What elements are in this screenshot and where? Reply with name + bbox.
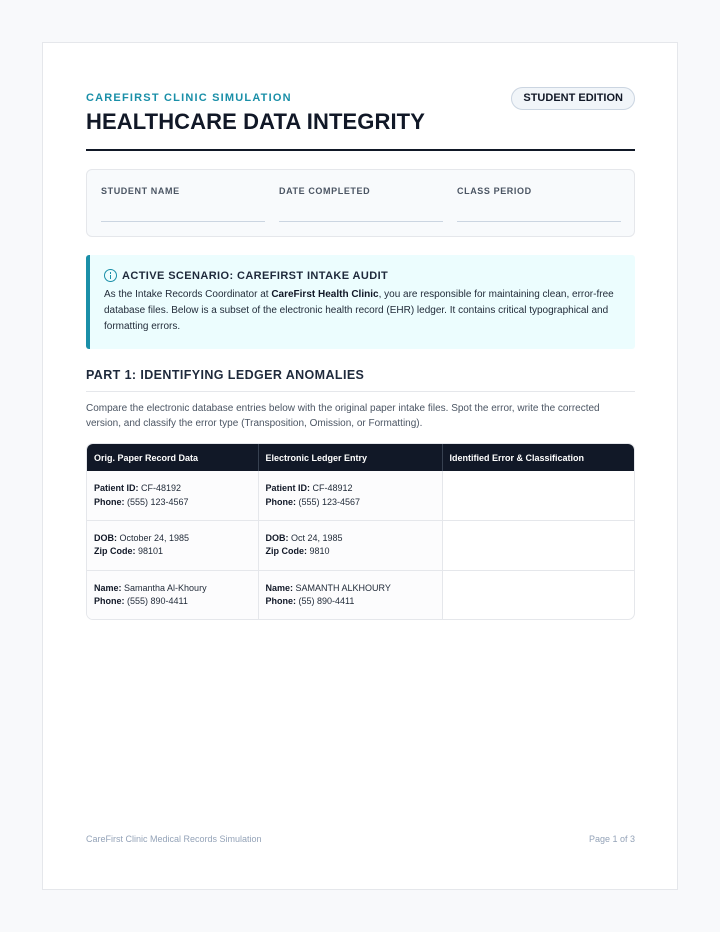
footer-program-name: CareFirst Clinic Medical Records Simulation [86, 834, 262, 844]
column-header: Orig. Paper Record Data [87, 444, 258, 471]
record-line [266, 582, 435, 596]
ledger-entry-cell [258, 570, 442, 620]
paper-record-cell [87, 521, 258, 571]
record-label: Phone: [94, 596, 125, 606]
ledger-table [86, 443, 635, 620]
class-period-line[interactable] [457, 221, 621, 222]
record-line [94, 496, 251, 510]
record-line [266, 496, 435, 510]
date-completed-field[interactable] [279, 186, 443, 222]
scenario-heading: ACTIVE SCENARIO: CAREFIRST INTAKE AUDIT [122, 269, 389, 282]
record-line [266, 595, 435, 609]
paper-record-cell [87, 570, 258, 620]
column-header: Identified Error & Classification [442, 444, 634, 471]
record-value: (555) 123-4567 [296, 496, 361, 507]
student-name-line[interactable] [101, 221, 265, 222]
record-value: CF-48912 [310, 483, 353, 493]
paper-record-cell [87, 471, 258, 521]
record-label: Zip Code: [265, 546, 307, 557]
record-value: October 24, 1985 [117, 532, 190, 543]
record-value: 98101 [135, 546, 164, 557]
record-label: DOB: [94, 532, 117, 543]
error-classification-cell[interactable] [442, 471, 634, 521]
worksheet-page [42, 42, 678, 890]
table-row [87, 570, 634, 620]
scenario-callout [86, 255, 635, 349]
record-line [94, 545, 251, 559]
class-period-field[interactable] [457, 186, 621, 222]
record-label: Zip Code: [94, 546, 136, 557]
page-title: HEALTHCARE DATA INTEGRITY [86, 109, 425, 134]
student-name-field[interactable] [101, 186, 265, 222]
table-row [87, 471, 634, 521]
scenario-clinic-name: CareFirst Health Clinic [271, 289, 379, 300]
table-header-row [87, 444, 634, 471]
record-line [266, 532, 435, 546]
record-label: Patient ID: [94, 483, 139, 493]
info-icon [104, 269, 117, 282]
edition-badge: STUDENT EDITION [511, 87, 635, 110]
record-line [94, 482, 251, 496]
record-value: 9810 [307, 546, 330, 557]
column-header: Electronic Ledger Entry [258, 444, 442, 471]
error-classification-cell[interactable] [442, 521, 634, 571]
record-label: Phone: [265, 496, 296, 507]
record-line [94, 532, 251, 546]
student-info-box [86, 169, 635, 237]
record-line [266, 482, 435, 496]
record-line [94, 595, 251, 609]
record-value: Samantha Al-Khoury [121, 582, 207, 593]
record-value: (555) 890-4411 [124, 596, 188, 606]
part1-title: PART 1: IDENTIFYING LEDGER ANOMALIES [86, 368, 365, 382]
date-completed-line[interactable] [279, 221, 443, 222]
table-row [87, 521, 634, 571]
scenario-text-intro: As the Intake Records Coordinator at [104, 289, 272, 300]
class-period-label: CLASS PERIOD [457, 186, 532, 196]
scenario-heading-row [104, 269, 615, 282]
record-label: Name: [94, 582, 122, 593]
scenario-text [104, 287, 615, 335]
record-label: DOB: [265, 532, 289, 543]
page-number: Page 1 of 3 [588, 834, 635, 844]
record-value: CF-48192 [138, 483, 182, 493]
record-value: (555) 123-4567 [124, 496, 189, 507]
record-line [94, 582, 251, 596]
record-value: SAMANTH ALKHOURY [293, 582, 391, 593]
record-label: Name: [265, 582, 294, 593]
record-value: (55) 890-4411 [296, 596, 355, 606]
ledger-entry-cell [258, 471, 442, 521]
part1-instructions: Compare the electronic database entries below with the original paper intake files. Spot the error, write the corrected version, and classify the error type (Transposition, Omission, or Formatting). [86, 403, 600, 429]
record-value: Oct 24, 1985 [288, 532, 343, 543]
record-line [266, 545, 435, 559]
record-label: Patient ID: [265, 483, 311, 493]
error-classification-cell[interactable] [442, 570, 634, 620]
record-label: Phone: [94, 496, 125, 507]
header-divider [86, 149, 635, 151]
part1-divider [86, 391, 635, 392]
student-name-label: STUDENT NAME [101, 186, 180, 196]
scenario-text-body: , you are responsible for maintaining clean, error-free database files. Below is a subset of the electronic health record (EHR) ledger. It contains critical typographical and formatting errors. [104, 289, 614, 332]
ledger-entry-cell [258, 521, 442, 571]
date-completed-label: DATE COMPLETED [279, 186, 371, 196]
program-eyebrow: CAREFIRST CLINIC SIMULATION [86, 92, 292, 104]
record-label: Phone: [265, 596, 296, 606]
